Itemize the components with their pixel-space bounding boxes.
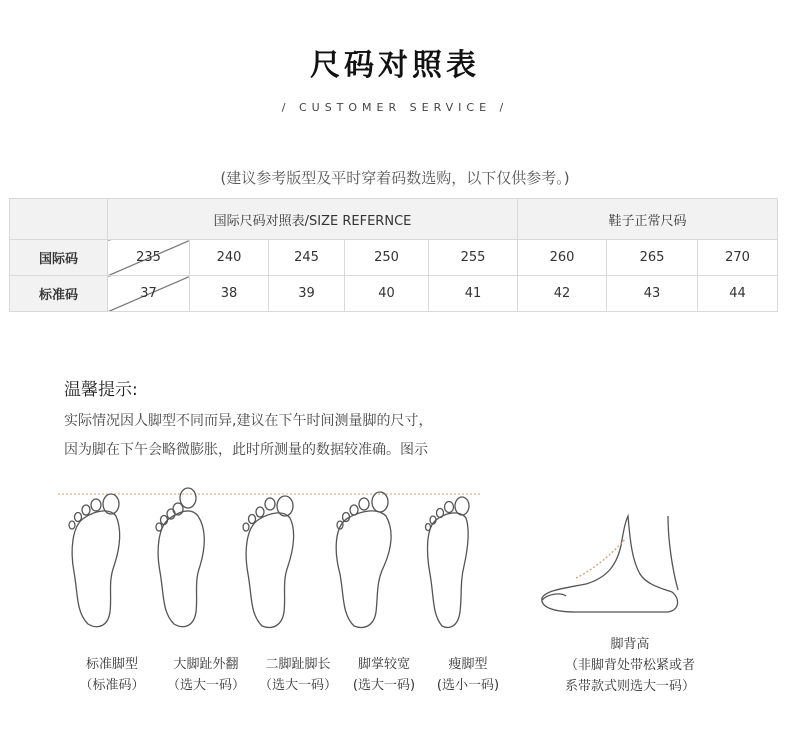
table-cell: 270: [698, 240, 778, 276]
foot-illustrations: [0, 480, 790, 630]
foot-caption-standard: 标准脚型 （标准码）: [79, 657, 145, 693]
page-title: 尺码对照表: [310, 48, 480, 83]
tips-title: 温馨提示:: [64, 380, 138, 400]
table-cell: 265: [607, 240, 698, 276]
foot-caption-instep: 脚背高 （非脚背处带松紧或者 系带款式则选大一码）: [564, 637, 695, 694]
table-corner: [10, 199, 108, 240]
table-cell: 235: [108, 240, 190, 276]
table-cell: 245: [269, 240, 345, 276]
table-header-right: 鞋子正常尺码: [518, 199, 778, 240]
slim-foot-icon: [426, 497, 470, 627]
table-cell: 40: [345, 276, 429, 312]
table-row: [10, 276, 778, 312]
table-cell: 44: [698, 276, 778, 312]
table-header-row: [10, 199, 778, 240]
foot-caption-slim: 瘦脚型 (选小一码): [436, 657, 500, 693]
foot-caption-long-toe: 二脚趾脚长 （选大一码）: [258, 657, 337, 693]
table-cell: 43: [607, 276, 698, 312]
table-cell: 37: [108, 276, 190, 312]
tips-line-1: 实际情况因人脚型不同而异,建议在下午时间测量脚的尺寸，: [64, 413, 433, 429]
table-cell: 42: [518, 276, 607, 312]
table-cell: 260: [518, 240, 607, 276]
bunion-foot-icon: [156, 488, 204, 627]
table-cell: 39: [269, 276, 345, 312]
row-label-standard: 标准码: [10, 276, 108, 312]
row-label-intl: 国际码: [10, 240, 108, 276]
high-instep-foot-icon: [542, 516, 678, 612]
table-cell: 240: [190, 240, 269, 276]
long-second-toe-foot-icon: [243, 496, 294, 627]
table-row: [10, 240, 778, 276]
table-cell: 38: [190, 276, 269, 312]
reference-note: (建议参考版型及平时穿着码数选购，以下仅供参考。): [220, 169, 570, 187]
table-header-main: 国际尺码对照表/SIZE REFERNCE: [108, 199, 518, 240]
table-cell: 41: [429, 276, 518, 312]
standard-foot-icon: [69, 494, 120, 627]
table-cell: 255: [429, 240, 518, 276]
tips-line-2: 因为脚在下午会略微膨胀，此时所测量的数据较准确。图示: [64, 442, 428, 458]
page-subtitle: / CUSTOMER SERVICE /: [281, 101, 509, 114]
size-table: [9, 198, 778, 312]
foot-caption-bunion: 大脚趾外翻 （选大一码）: [166, 657, 245, 693]
foot-caption-wide: 脚掌较宽 (选大一码): [352, 657, 416, 693]
wide-foot-icon: [336, 492, 391, 627]
table-cell: 250: [345, 240, 429, 276]
